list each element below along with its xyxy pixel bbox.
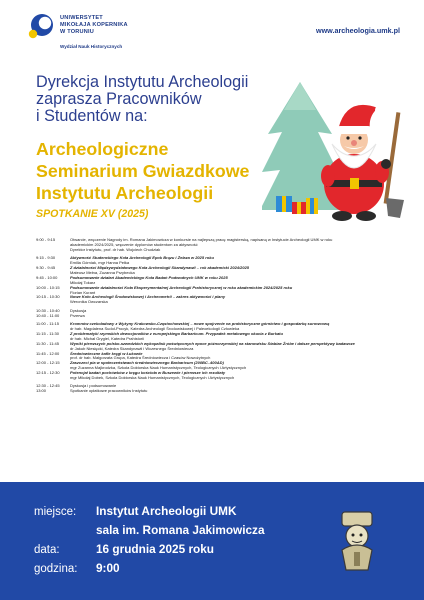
program-time: 11:45 - 12:00 [36,350,60,356]
program-time: 10:30 - 10:40 [36,307,60,313]
program-topic: Dyskusja [70,307,87,313]
program-speaker: prof. dr hab. Małgorzata Grupa, Katedra Średniowiecza i Czasów Nowożytnych [70,355,211,361]
program-topic: Potencjał badań pochówków z kręgu kościoła w Buszewie i pierwsze ich rezultaty [70,370,226,376]
program-item [36,314,396,319]
program-list [36,238,396,394]
invitation-text [36,74,248,125]
program-topic: Podsumowanie działań Akademickiego Koła Badań Podwodnych UMK w roku 2025 [70,274,228,280]
program-time: 9:30 - 9:45 [36,265,56,271]
program-topic: Otwarcie, wręczenie Nagrody im. Romana Jakimowicza w konkursie na najlepszą pracę magisterską, napisaną w Instytucie Archeologii UMK w roku [70,237,333,242]
room-value: sala im. Romana Jakimowicza [96,523,265,537]
program-time: 11:00 - 11:15 [36,321,59,327]
program-description [70,389,396,394]
program-topic: Nowe Koło Archeologii Środowiskowej i Archeometrii – zakres aktywności i plany [70,294,226,300]
program-time: 12:15 - 12:30 [36,370,60,376]
date-row [34,542,214,556]
program-topic: Zaszczeci pia w społeczeństwach średniowiecznego Barbaricum (200BC–400AD) [70,360,224,366]
program-time: 10:00 - 10:15 [36,284,60,290]
time-label: godzina: [34,563,78,575]
header [0,0,424,62]
program-item [36,295,396,305]
program-item [36,389,396,394]
meeting-number: SPOTKANIE XV (2025) [36,208,149,220]
date-value: 16 grudnia 2025 roku [96,542,215,556]
room-row [34,523,265,537]
program-speaker: Emilia Górniak, mgr Hanna Pełka [70,260,130,266]
program-topic: Spotkanie opłatkowe pracowników Instytutu [70,388,148,394]
program-speaker: Florian Kurant [70,289,96,295]
program-speaker: akademickim 2024/2025, wręczenie dyplomów studentom za aktywność [70,241,198,247]
program-time: 9:00 - 9:15 [36,237,56,242]
time-value: 9:00 [96,561,120,575]
program-speaker: dr hab. Magdalena Sudoł-Procyk, Katedra Archeologii Środowiskowej i Paleoekologii Człowieka [70,326,240,331]
program-time: 11:30 - 11:45 [36,340,59,346]
program-topic: Aktywność Studenckiego Koła Archeologii Epok Brązu i Żelaza w 2025 roku [70,255,214,261]
program-time: 10:40 - 11:00 [36,312,60,318]
program-speaker: mgr Zuzanna Majkrodzka, Szkoła Doktorska Nauk Humanistycznych, Teologicznych i Artystycznych [70,365,247,371]
program-speaker: mgr Mikołaj Dobek, Szkoła Doktorska Nauk Humanistycznych, Teologicznych i Artystycznych [70,375,235,381]
program-speaker: Dyrektor Instytutu, prof. dr hab. Wojciech Chudziak [70,246,161,252]
website-link[interactable]: www.archeologia.umk.pl [315,26,400,35]
program-description [70,295,396,305]
program-topic: Z działalności Międzywydziałowego Koła Archeologii Skandynawii – rok akademicki 2024/2025 [70,265,250,271]
program-topic: Wyniki pierwszych polsko-szwedzkich wykopalisk poświęconych epoce późnorzymskiej na stanowisku Stabiae Źróbe i dalsze perspektywy badawcze [70,340,355,346]
program-speaker: dr Jakub Niesięcki, Katedra Skandynawii i Wczesnego Średniowiecza [70,345,194,351]
title-line-1: Archeologiczne [36,139,169,159]
program-time: 9:45 - 10:00 [36,274,58,280]
time-row [34,561,120,575]
title-line-3: Instytutu Archeologii [36,183,214,203]
place-label: miejsce: [34,506,77,518]
program-time: 12:30 - 12:45 [36,383,60,389]
program-topic: Przerwa [70,312,85,318]
department-name: Wydział Nauk Historycznych [60,44,123,49]
place-row [34,504,236,518]
invitation-line-3: i Studentów na: [36,107,148,125]
university-line-1: UNIWERSYTET [60,15,103,21]
program-topic: Kromnów czekoladowy z Wyżyny Krakowsko-Częstochowskiej – nowe spojrzenie na prahistoryczne górnictwo i gospodarkę surowcową [70,321,330,327]
program-time: 13:00 [36,388,47,394]
university-logo-icon [28,13,54,39]
crest-icon [336,510,378,572]
university-line-2: MIKOŁAJA KOPERNIKA [60,21,128,28]
program-topic: Dyskusja i podsumowanie [70,383,117,389]
date-label: data: [34,544,60,556]
santa-tree-illustration [262,72,412,222]
program-description [70,314,396,319]
program-time: 9:15 - 9:30 [36,255,56,261]
program-item [36,238,396,253]
program-description [70,238,396,253]
seminar-title [36,138,249,204]
place-value: Instytut Archeologii UMK [96,504,237,518]
program-speaker: Weronika Owczarska [70,299,108,305]
program-speaker: Mikołaj Tokarz [70,279,96,285]
program-topic: Podsumowanie działalności Koła Eksperymentalnej Archeologii Prahistorycznej w roku akademickim 2024/2025 roku [70,284,293,290]
university-line-3: W TORUNIU [60,28,95,35]
program-topic: Średniowieczne kafle kręgi w Łukowie [70,350,143,356]
program-topic: Z problematyki rzymskich dewocjonaliów z europejskiego Barbaricum. Przypadek metalowego okucia z Burkatu [70,330,283,336]
program-time: 12:00 - 12:15 [36,360,60,366]
invitation-line-2: zaprasza Pracowników [36,90,202,108]
invitation-line-1: Dyrekcja Instytutu Archeologii [36,73,249,91]
program-item [36,371,396,381]
program-time: 11:15 - 11:30 [36,330,59,336]
program-time: 10:15 - 10:30 [36,294,60,300]
program-description [70,371,396,381]
title-line-2: Seminarium Gwiazdkowe [36,161,250,181]
university-name [60,15,128,35]
program-speaker: Mateusz Mełna, Zuzanna Przybecka [70,269,135,275]
program-speaker: dr hab. Michał Grygiel, Katedra Prahistorii [70,335,145,341]
